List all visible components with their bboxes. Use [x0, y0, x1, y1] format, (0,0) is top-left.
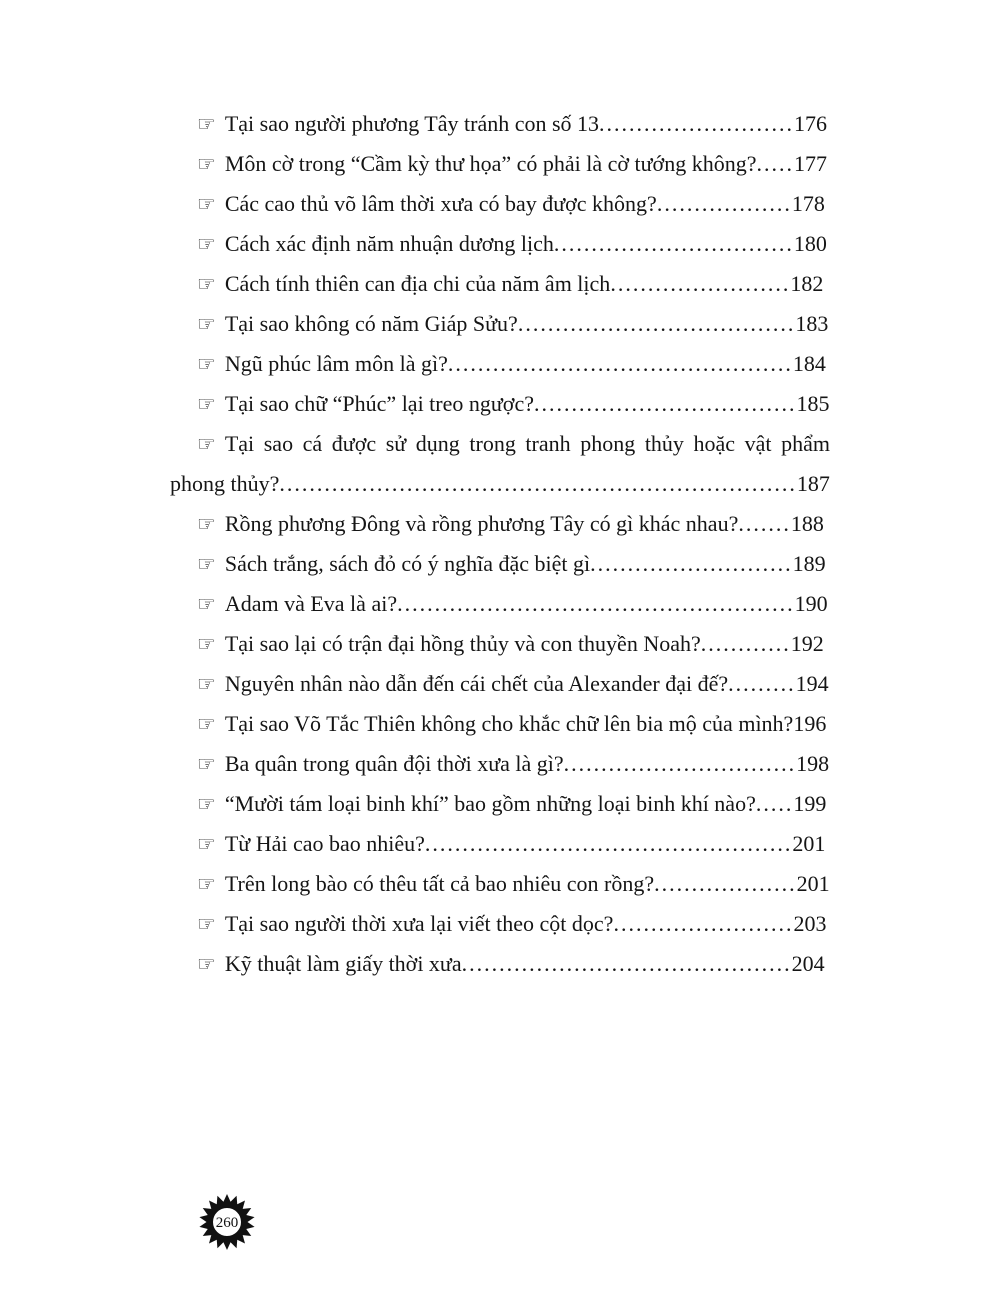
starburst-icon [197, 1192, 257, 1252]
dot-leader: ..... [755, 791, 794, 816]
toc-entry [170, 304, 830, 344]
entry-page-number: 201 [796, 871, 830, 896]
entry-title: Tại sao Võ Tắc Thiên không cho khắc chữ lên bia mộ của mình? [224, 711, 794, 736]
toc-entry [170, 864, 830, 904]
entry-title: Ngũ phúc lâm môn là gì? [224, 351, 448, 376]
dot-leader: ......... [728, 671, 796, 696]
pointing-hand-icon: ☞ [197, 672, 216, 696]
toc-list [170, 104, 830, 984]
dot-leader: ........................... [590, 551, 793, 576]
entry-title: Tại sao người phương Tây tránh con số 13 [224, 111, 600, 136]
pointing-hand-icon: ☞ [197, 232, 216, 256]
dot-leader: ........................ [610, 271, 791, 296]
pointing-hand-icon: ☞ [197, 432, 216, 456]
dot-leader: ..... [756, 151, 794, 176]
pointing-hand-icon: ☞ [197, 832, 216, 856]
entry-page-number: 176 [794, 111, 828, 136]
pointing-hand-icon: ☞ [197, 552, 216, 576]
entry-title: Adam và Eva là ai? [224, 591, 398, 616]
entry-title: Tại sao lại có trận đại hồng thủy và con thuyền Noah? [224, 631, 701, 656]
toc-entry [170, 544, 830, 584]
pointing-hand-icon: ☞ [197, 312, 216, 336]
entry-page-number: 199 [793, 791, 827, 816]
dot-leader: ............ [700, 631, 791, 656]
entry-page-number: 189 [792, 551, 826, 576]
entry-page-number: 184 [792, 351, 826, 376]
dot-leader: ............................... [563, 751, 797, 776]
entry-page-number: 194 [795, 671, 829, 696]
entry-title: Tại sao chữ “Phúc” lại treo ngược? [224, 391, 534, 416]
pointing-hand-icon: ☞ [197, 272, 216, 296]
pointing-hand-icon: ☞ [197, 592, 216, 616]
entry-page-number: 182 [790, 271, 824, 296]
dot-leader: ..................................... [517, 311, 796, 336]
toc-entry [170, 624, 830, 664]
dot-leader: ....... [738, 511, 791, 536]
entry-page-number: 198 [796, 751, 830, 776]
toc-entry [170, 944, 830, 984]
entry-page-number: 178 [791, 191, 825, 216]
pointing-hand-icon: ☞ [197, 632, 216, 656]
toc-entry [170, 344, 830, 384]
dot-leader: ................................ [553, 231, 794, 256]
pointing-hand-icon: ☞ [197, 872, 216, 896]
entry-title: Từ Hải cao bao nhiêu? [224, 831, 425, 856]
pointing-hand-icon: ☞ [197, 352, 216, 376]
entry-page-number: 196 [793, 711, 827, 736]
toc-entry [170, 904, 830, 944]
toc-entry [170, 744, 830, 784]
dot-leader: ..................................................... [397, 591, 795, 616]
toc-entry [170, 384, 830, 424]
pointing-hand-icon: ☞ [197, 952, 216, 976]
dot-leader: ........................ [613, 911, 794, 936]
footer-page-number: 260 [215, 1215, 239, 1231]
entry-title: Tại sao người thời xưa lại viết theo cột dọc? [224, 911, 614, 936]
pointing-hand-icon: ☞ [197, 912, 216, 936]
toc-entry [170, 424, 830, 504]
entry-title: Sách trắng, sách đỏ có ý nghĩa đặc biệt gì [224, 551, 591, 576]
dot-leader: ..................................................................... [279, 471, 797, 496]
pointing-hand-icon: ☞ [197, 112, 216, 136]
entry-page-number: 204 [791, 951, 825, 976]
toc-entry [170, 584, 830, 624]
entry-title: Kỹ thuật làm giấy thời xưa [224, 951, 462, 976]
pointing-hand-icon: ☞ [197, 712, 216, 736]
pointing-hand-icon: ☞ [197, 392, 216, 416]
entry-title: “Mười tám loại binh khí” bao gồm những loại binh khí nào? [224, 791, 756, 816]
entry-page-number: 185 [796, 391, 830, 416]
dot-leader: ................................... [533, 391, 797, 416]
entry-page-number: 187 [796, 471, 830, 496]
toc-entry [170, 184, 830, 224]
entry-title: Ba quân trong quân đội thời xưa là gì? [224, 751, 564, 776]
entry-title: Các cao thủ võ lâm thời xưa có bay được không? [224, 191, 657, 216]
toc-entry [170, 224, 830, 264]
pointing-hand-icon: ☞ [197, 792, 216, 816]
page-number-badge [197, 1192, 257, 1252]
entry-title: Nguyên nhân nào dẫn đến cái chết của Alexander đại đế? [224, 671, 729, 696]
dot-leader: ................... [654, 871, 797, 896]
toc-entry [170, 824, 830, 864]
entry-page-number: 190 [794, 591, 828, 616]
entry-page-number: 183 [795, 311, 829, 336]
entry-title: Cách xác định năm nhuận dương lịch [224, 231, 554, 256]
entry-title: Cách tính thiên can địa chi của năm âm lịch [224, 271, 611, 296]
pointing-hand-icon: ☞ [197, 152, 216, 176]
entry-title: Tại sao cá được sử dụng trong tranh phong thủy hoặc vật phẩm phong thủy? [170, 431, 830, 496]
dot-leader: .............................................. [447, 351, 793, 376]
entry-title: Trên long bào có thêu tất cả bao nhiêu con rồng? [224, 871, 655, 896]
pointing-hand-icon: ☞ [197, 752, 216, 776]
toc-entry [170, 704, 830, 744]
entry-page-number: 201 [792, 831, 826, 856]
toc-entry [170, 264, 830, 304]
toc-entry [170, 104, 830, 144]
toc-entry [170, 784, 830, 824]
toc-entry [170, 664, 830, 704]
dot-leader: .................. [656, 191, 792, 216]
dot-leader: ............................................ [461, 951, 792, 976]
entry-title: Rồng phương Đông và rồng phương Tây có gì khác nhau? [224, 511, 739, 536]
entry-page-number: 203 [793, 911, 827, 936]
entry-title: Môn cờ trong “Cầm kỳ thư họa” có phải là cờ tướng không? [224, 151, 757, 176]
toc-entry [170, 144, 830, 184]
pointing-hand-icon: ☞ [197, 192, 216, 216]
entry-page-number: 188 [790, 511, 824, 536]
entry-page-number: 177 [793, 151, 827, 176]
dot-leader: .......................... [599, 111, 795, 136]
pointing-hand-icon: ☞ [197, 512, 216, 536]
dot-leader: ................................................. [424, 831, 793, 856]
entry-page-number: 192 [790, 631, 824, 656]
entry-title: Tại sao không có năm Giáp Sửu? [224, 311, 518, 336]
entry-page-number: 180 [793, 231, 827, 256]
toc-entry [170, 504, 830, 544]
